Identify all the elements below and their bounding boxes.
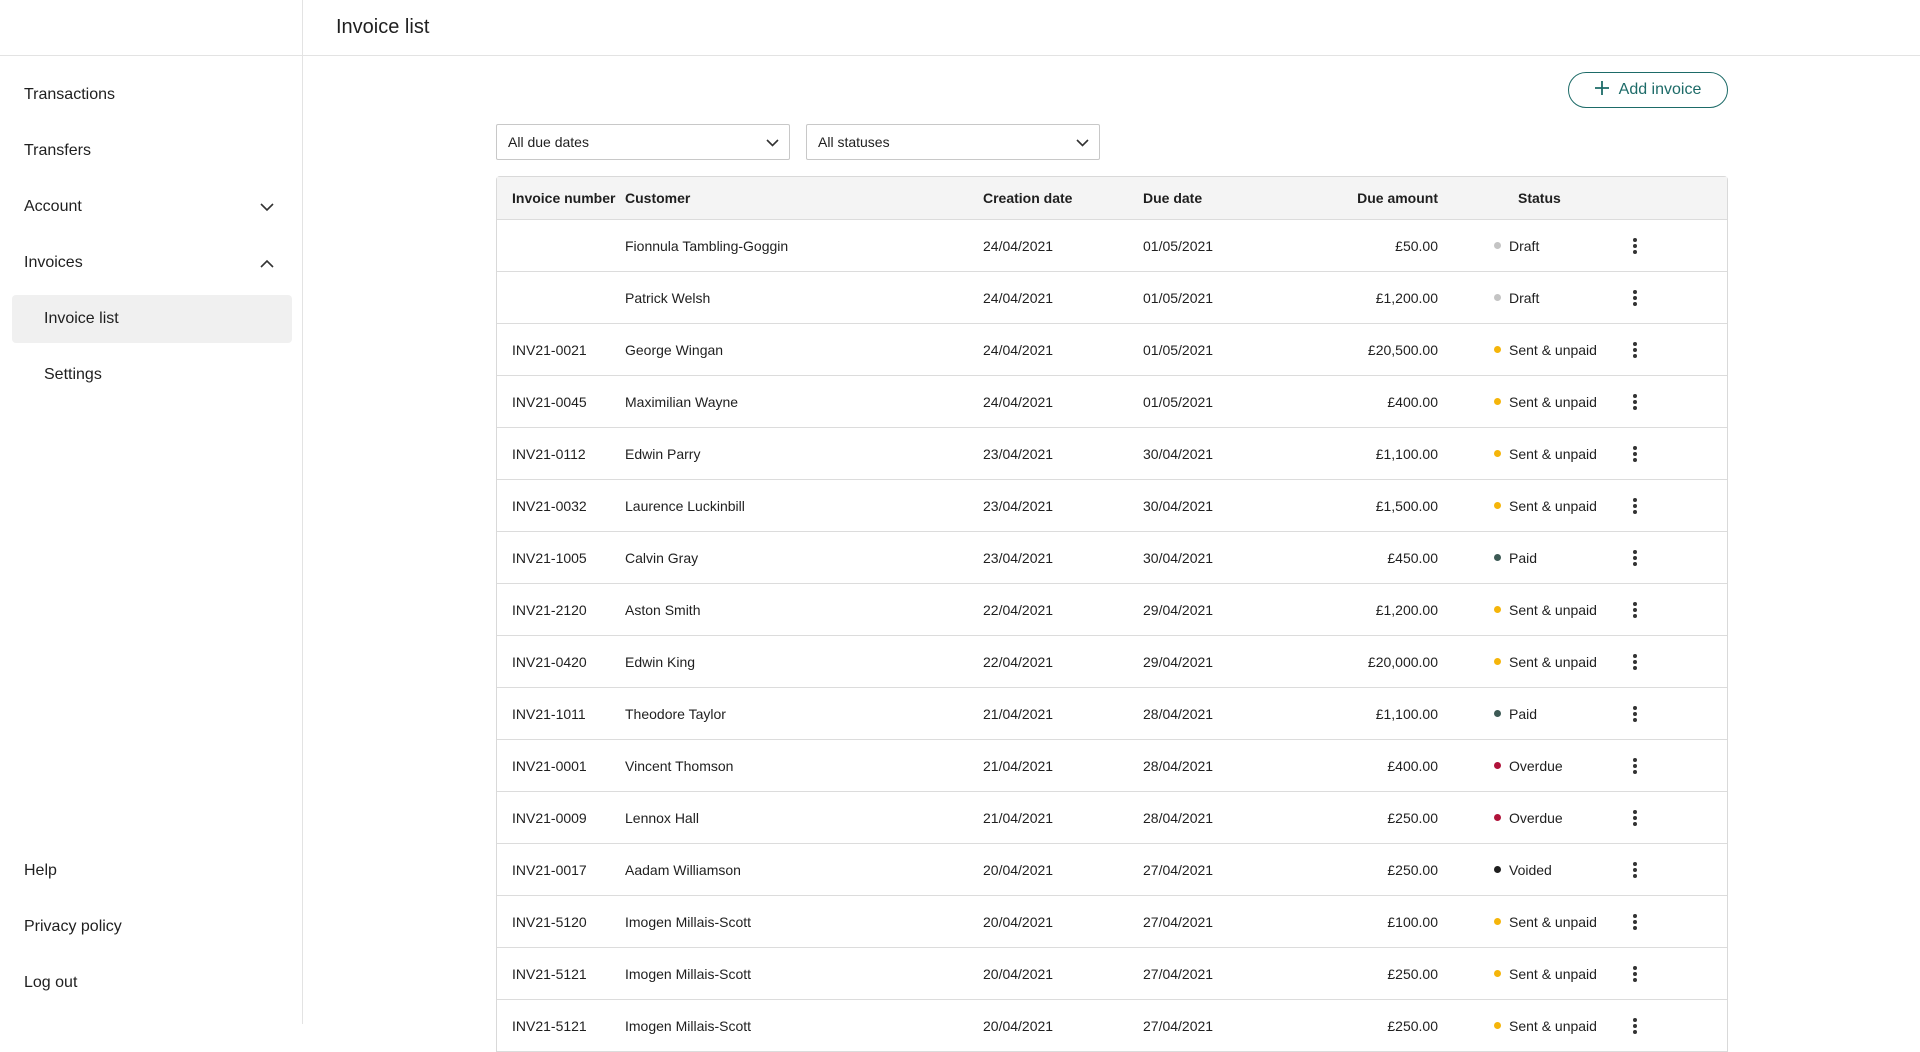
due-amount-cell: £250.00: [1387, 809, 1438, 826]
chevron-down-icon: [766, 134, 779, 150]
table-row[interactable]: [497, 688, 1727, 740]
table-row[interactable]: [497, 376, 1727, 428]
table-row[interactable]: [497, 480, 1727, 532]
customer-cell: Fionnula Tambling-Goggin: [625, 237, 789, 254]
table-row[interactable]: [497, 272, 1727, 324]
due-date-cell: 28/04/2021: [1143, 705, 1214, 722]
status-cell: [1438, 342, 1603, 358]
sidebar-item-label: Transactions: [24, 86, 115, 103]
more-vertical-icon[interactable]: [1627, 756, 1643, 776]
row-actions: [1603, 756, 1663, 776]
status-label: Overdue: [1509, 809, 1563, 826]
table-row[interactable]: [497, 740, 1727, 792]
more-vertical-icon[interactable]: [1627, 704, 1643, 724]
invoice-number-cell: INV21-5120: [512, 913, 587, 930]
row-actions: [1603, 652, 1663, 672]
creation-date-cell: 22/04/2021: [983, 601, 1054, 618]
sidebar-divider: [0, 55, 303, 56]
status-label: Sent & unpaid: [1509, 653, 1597, 670]
status-cell: [1438, 238, 1603, 254]
status-label: Draft: [1509, 237, 1540, 254]
status-cell: [1438, 1018, 1603, 1034]
column-header-due-date[interactable]: Due date: [1143, 190, 1203, 206]
sidebar-item-help[interactable]: [0, 843, 303, 899]
invoice-number-cell: INV21-0001: [512, 757, 587, 774]
status-filter-value: All statuses: [818, 134, 890, 150]
more-vertical-icon[interactable]: [1627, 600, 1643, 620]
status-label: Sent & unpaid: [1509, 393, 1597, 410]
status-dot-icon: [1494, 606, 1501, 613]
sidebar-item-privacy-policy[interactable]: [0, 899, 303, 955]
sidebar-item-label: Invoices: [24, 254, 83, 271]
status-cell: [1438, 654, 1603, 670]
row-actions: [1603, 288, 1663, 308]
sidebar-item-account[interactable]: [0, 179, 303, 235]
status-dot-icon: [1494, 294, 1501, 301]
status-dot-icon: [1494, 970, 1501, 977]
status-dot-icon: [1494, 658, 1501, 665]
more-vertical-icon[interactable]: [1627, 444, 1643, 464]
status-label: Sent & unpaid: [1509, 445, 1597, 462]
customer-cell: George Wingan: [625, 341, 724, 358]
sidebar: [0, 0, 303, 1024]
customer-cell: Lennox Hall: [625, 809, 699, 826]
status-label: Sent & unpaid: [1509, 601, 1597, 618]
sidebar-item-highlight: [12, 351, 292, 399]
status-label: Paid: [1509, 705, 1538, 722]
sidebar-bottom-nav: [0, 843, 303, 1011]
status-dot-icon: [1494, 918, 1501, 925]
creation-date-cell: 24/04/2021: [983, 393, 1054, 410]
due-date-cell: 01/05/2021: [1143, 289, 1214, 306]
customer-cell: Theodore Taylor: [625, 705, 726, 722]
status-dot-icon: [1494, 866, 1501, 873]
status-label: Voided: [1509, 861, 1552, 878]
status-label: Sent & unpaid: [1509, 1017, 1597, 1034]
table-row[interactable]: [497, 532, 1727, 584]
customer-cell: Imogen Millais-Scott: [625, 913, 752, 930]
more-vertical-icon[interactable]: [1627, 496, 1643, 516]
column-header-customer[interactable]: Customer: [625, 190, 691, 206]
more-vertical-icon[interactable]: [1627, 912, 1643, 932]
due-date-cell: 28/04/2021: [1143, 809, 1214, 826]
column-header-invoice-number[interactable]: Invoice number: [512, 190, 616, 206]
creation-date-cell: 22/04/2021: [983, 653, 1054, 670]
due-amount-cell: £100.00: [1387, 913, 1438, 930]
customer-cell: Maximilian Wayne: [625, 393, 739, 410]
customer-cell: Laurence Luckinbill: [625, 497, 745, 514]
due-date-cell: 01/05/2021: [1143, 237, 1214, 254]
table-row[interactable]: [497, 636, 1727, 688]
column-header-creation-date[interactable]: Creation date: [983, 190, 1073, 206]
status-dot-icon: [1494, 762, 1501, 769]
customer-cell: Patrick Welsh: [625, 289, 711, 306]
status-cell: [1438, 446, 1603, 462]
invoice-number-cell: INV21-0045: [512, 393, 587, 410]
due-amount-cell: £20,000.00: [1367, 653, 1438, 670]
page-header: [303, 0, 1920, 56]
table-row[interactable]: [497, 584, 1727, 636]
status-cell: [1438, 602, 1603, 618]
sidebar-item-label: Settings: [44, 366, 102, 383]
creation-date-cell: 20/04/2021: [983, 1017, 1054, 1034]
status-label: Draft: [1509, 289, 1540, 306]
creation-date-cell: 20/04/2021: [983, 913, 1054, 930]
customer-cell: Imogen Millais-Scott: [625, 1017, 752, 1034]
row-actions: [1603, 340, 1663, 360]
invoice-number-cell: INV21-1011: [512, 705, 586, 722]
due-date-filter[interactable]: [496, 124, 790, 160]
plus-icon: [1595, 81, 1609, 100]
invoice-number-cell: INV21-0032: [512, 497, 587, 514]
customer-cell: Calvin Gray: [625, 549, 699, 566]
customer-cell: Edwin Parry: [625, 445, 701, 462]
table-row[interactable]: [497, 896, 1727, 948]
status-dot-icon: [1494, 710, 1501, 717]
due-date-cell: 29/04/2021: [1143, 601, 1214, 618]
invoice-number-cell: INV21-5121: [512, 965, 587, 982]
sidebar-item-label: Account: [24, 198, 82, 215]
due-amount-cell: £400.00: [1387, 393, 1438, 410]
table-row[interactable]: [497, 792, 1727, 844]
more-vertical-icon[interactable]: [1627, 392, 1643, 412]
table-row[interactable]: [497, 1000, 1727, 1052]
due-date-cell: 30/04/2021: [1143, 549, 1214, 566]
sidebar-item-label: Invoice list: [44, 310, 119, 327]
due-date-cell: 27/04/2021: [1143, 1017, 1214, 1034]
due-amount-cell: £1,200.00: [1375, 601, 1438, 618]
sidebar-item-highlight: [12, 295, 292, 343]
creation-date-cell: 23/04/2021: [983, 497, 1054, 514]
row-actions: [1603, 392, 1663, 412]
chevron-down-icon: [1076, 134, 1089, 150]
customer-cell: Imogen Millais-Scott: [625, 965, 752, 982]
creation-date-cell: 21/04/2021: [983, 705, 1054, 722]
invoice-number-cell: INV21-0009: [512, 809, 587, 826]
due-date-cell: 30/04/2021: [1143, 497, 1214, 514]
creation-date-cell: 21/04/2021: [983, 757, 1054, 774]
row-actions: [1603, 548, 1663, 568]
status-dot-icon: [1494, 554, 1501, 561]
row-actions: [1603, 964, 1663, 984]
customer-cell: Aadam Williamson: [625, 861, 741, 878]
due-date-cell: 27/04/2021: [1143, 913, 1214, 930]
status-label: Sent & unpaid: [1509, 913, 1597, 930]
due-amount-cell: £250.00: [1387, 965, 1438, 982]
status-cell: [1438, 550, 1603, 566]
due-date-cell: 27/04/2021: [1143, 965, 1214, 982]
status-dot-icon: [1494, 242, 1501, 249]
creation-date-cell: 24/04/2021: [983, 237, 1054, 254]
more-vertical-icon[interactable]: [1627, 288, 1643, 308]
row-actions: [1603, 860, 1663, 880]
invoice-number-cell: INV21-1005: [512, 549, 587, 566]
column-header-status[interactable]: Status: [1518, 190, 1561, 206]
sidebar-item-settings[interactable]: [0, 347, 303, 403]
status-filter[interactable]: [806, 124, 1100, 160]
status-label: Sent & unpaid: [1509, 341, 1597, 358]
add-invoice-label: Add invoice: [1618, 81, 1702, 98]
sidebar-item-label: Privacy policy: [24, 918, 122, 935]
more-vertical-icon[interactable]: [1627, 236, 1643, 256]
sidebar-item-label: Help: [24, 862, 57, 879]
status-cell: [1438, 810, 1603, 826]
status-cell: [1438, 290, 1603, 306]
customer-cell: Edwin King: [625, 653, 696, 670]
status-dot-icon: [1494, 346, 1501, 353]
status-cell: [1438, 498, 1603, 514]
due-amount-cell: £20,500.00: [1367, 341, 1438, 358]
table-row[interactable]: [497, 844, 1727, 896]
filters: [496, 124, 1100, 160]
status-cell: [1438, 394, 1603, 410]
sidebar-item-invoices[interactable]: [0, 235, 303, 291]
table-row[interactable]: [497, 948, 1727, 1000]
more-vertical-icon[interactable]: [1627, 652, 1643, 672]
status-dot-icon: [1494, 398, 1501, 405]
due-amount-cell: £1,100.00: [1375, 445, 1438, 462]
status-label: Sent & unpaid: [1509, 965, 1597, 982]
due-date-cell: 30/04/2021: [1143, 445, 1214, 462]
creation-date-cell: 24/04/2021: [983, 289, 1054, 306]
page-title: Invoice list: [336, 16, 430, 38]
status-cell: [1438, 706, 1603, 722]
status-dot-icon: [1494, 1022, 1501, 1029]
due-amount-cell: £50.00: [1395, 237, 1438, 254]
due-amount-cell: £400.00: [1387, 757, 1438, 774]
invoice-number-cell: INV21-0021: [512, 341, 587, 358]
due-amount-cell: £250.00: [1387, 861, 1438, 878]
creation-date-cell: 23/04/2021: [983, 445, 1054, 462]
creation-date-cell: 20/04/2021: [983, 861, 1054, 878]
status-dot-icon: [1494, 502, 1501, 509]
sidebar-item-invoice-list[interactable]: [0, 291, 303, 347]
customer-cell: Vincent Thomson: [625, 757, 734, 774]
due-date-filter-value: All due dates: [508, 134, 589, 150]
column-header-due-amount[interactable]: Due amount: [1357, 190, 1438, 206]
invoice-number-cell: INV21-5121: [512, 1017, 587, 1034]
status-cell: [1438, 966, 1603, 982]
creation-date-cell: 21/04/2021: [983, 809, 1054, 826]
status-label: Overdue: [1509, 757, 1563, 774]
row-actions: [1603, 236, 1663, 256]
more-vertical-icon[interactable]: [1627, 1016, 1643, 1036]
invoice-number-cell: INV21-0112: [512, 445, 586, 462]
table-row[interactable]: [497, 220, 1727, 272]
table-row[interactable]: [497, 428, 1727, 480]
due-amount-cell: £1,100.00: [1375, 705, 1438, 722]
due-date-cell: 27/04/2021: [1143, 861, 1214, 878]
due-amount-cell: £1,500.00: [1375, 497, 1438, 514]
due-date-cell: 01/05/2021: [1143, 393, 1214, 410]
due-amount-cell: £450.00: [1387, 549, 1438, 566]
table-header-row: [497, 177, 1727, 220]
creation-date-cell: 23/04/2021: [983, 549, 1054, 566]
status-label: Sent & unpaid: [1509, 497, 1597, 514]
sidebar-item-transfers[interactable]: [0, 123, 303, 179]
row-actions: [1603, 496, 1663, 516]
due-amount-cell: £250.00: [1387, 1017, 1438, 1034]
sidebar-item-label: Log out: [24, 974, 78, 991]
row-actions: [1603, 444, 1663, 464]
status-dot-icon: [1494, 450, 1501, 457]
row-actions: [1603, 912, 1663, 932]
row-actions: [1603, 704, 1663, 724]
due-date-cell: 29/04/2021: [1143, 653, 1214, 670]
chevron-up-icon[interactable]: [259, 255, 275, 271]
status-cell: [1438, 758, 1603, 774]
more-vertical-icon[interactable]: [1627, 808, 1643, 828]
status-cell: [1438, 914, 1603, 930]
more-vertical-icon[interactable]: [1627, 548, 1643, 568]
invoice-table: [496, 176, 1728, 1052]
due-date-cell: 01/05/2021: [1143, 341, 1214, 358]
more-vertical-icon[interactable]: [1627, 860, 1643, 880]
status-dot-icon: [1494, 814, 1501, 821]
row-actions: [1603, 808, 1663, 828]
status-cell: [1438, 862, 1603, 878]
chevron-down-icon[interactable]: [259, 199, 275, 215]
due-amount-cell: £1,200.00: [1375, 289, 1438, 306]
row-actions: [1603, 1016, 1663, 1036]
creation-date-cell: 20/04/2021: [983, 965, 1054, 982]
sidebar-item-log-out[interactable]: [0, 955, 303, 1011]
table-body: [497, 220, 1727, 1052]
sidebar-item-transactions[interactable]: [0, 67, 303, 123]
status-label: Paid: [1509, 549, 1538, 566]
more-vertical-icon[interactable]: [1627, 964, 1643, 984]
customer-cell: Aston Smith: [625, 601, 701, 618]
creation-date-cell: 24/04/2021: [983, 341, 1054, 358]
sidebar-item-label: Transfers: [24, 142, 91, 159]
invoice-number-cell: INV21-0017: [512, 861, 587, 878]
table-row[interactable]: [497, 324, 1727, 376]
invoice-number-cell: INV21-0420: [512, 653, 587, 670]
invoice-number-cell: INV21-2120: [512, 601, 587, 618]
add-invoice-button[interactable]: [1568, 72, 1728, 108]
sidebar-nav: [0, 67, 303, 403]
more-vertical-icon[interactable]: [1627, 340, 1643, 360]
row-actions: [1603, 600, 1663, 620]
due-date-cell: 28/04/2021: [1143, 757, 1214, 774]
